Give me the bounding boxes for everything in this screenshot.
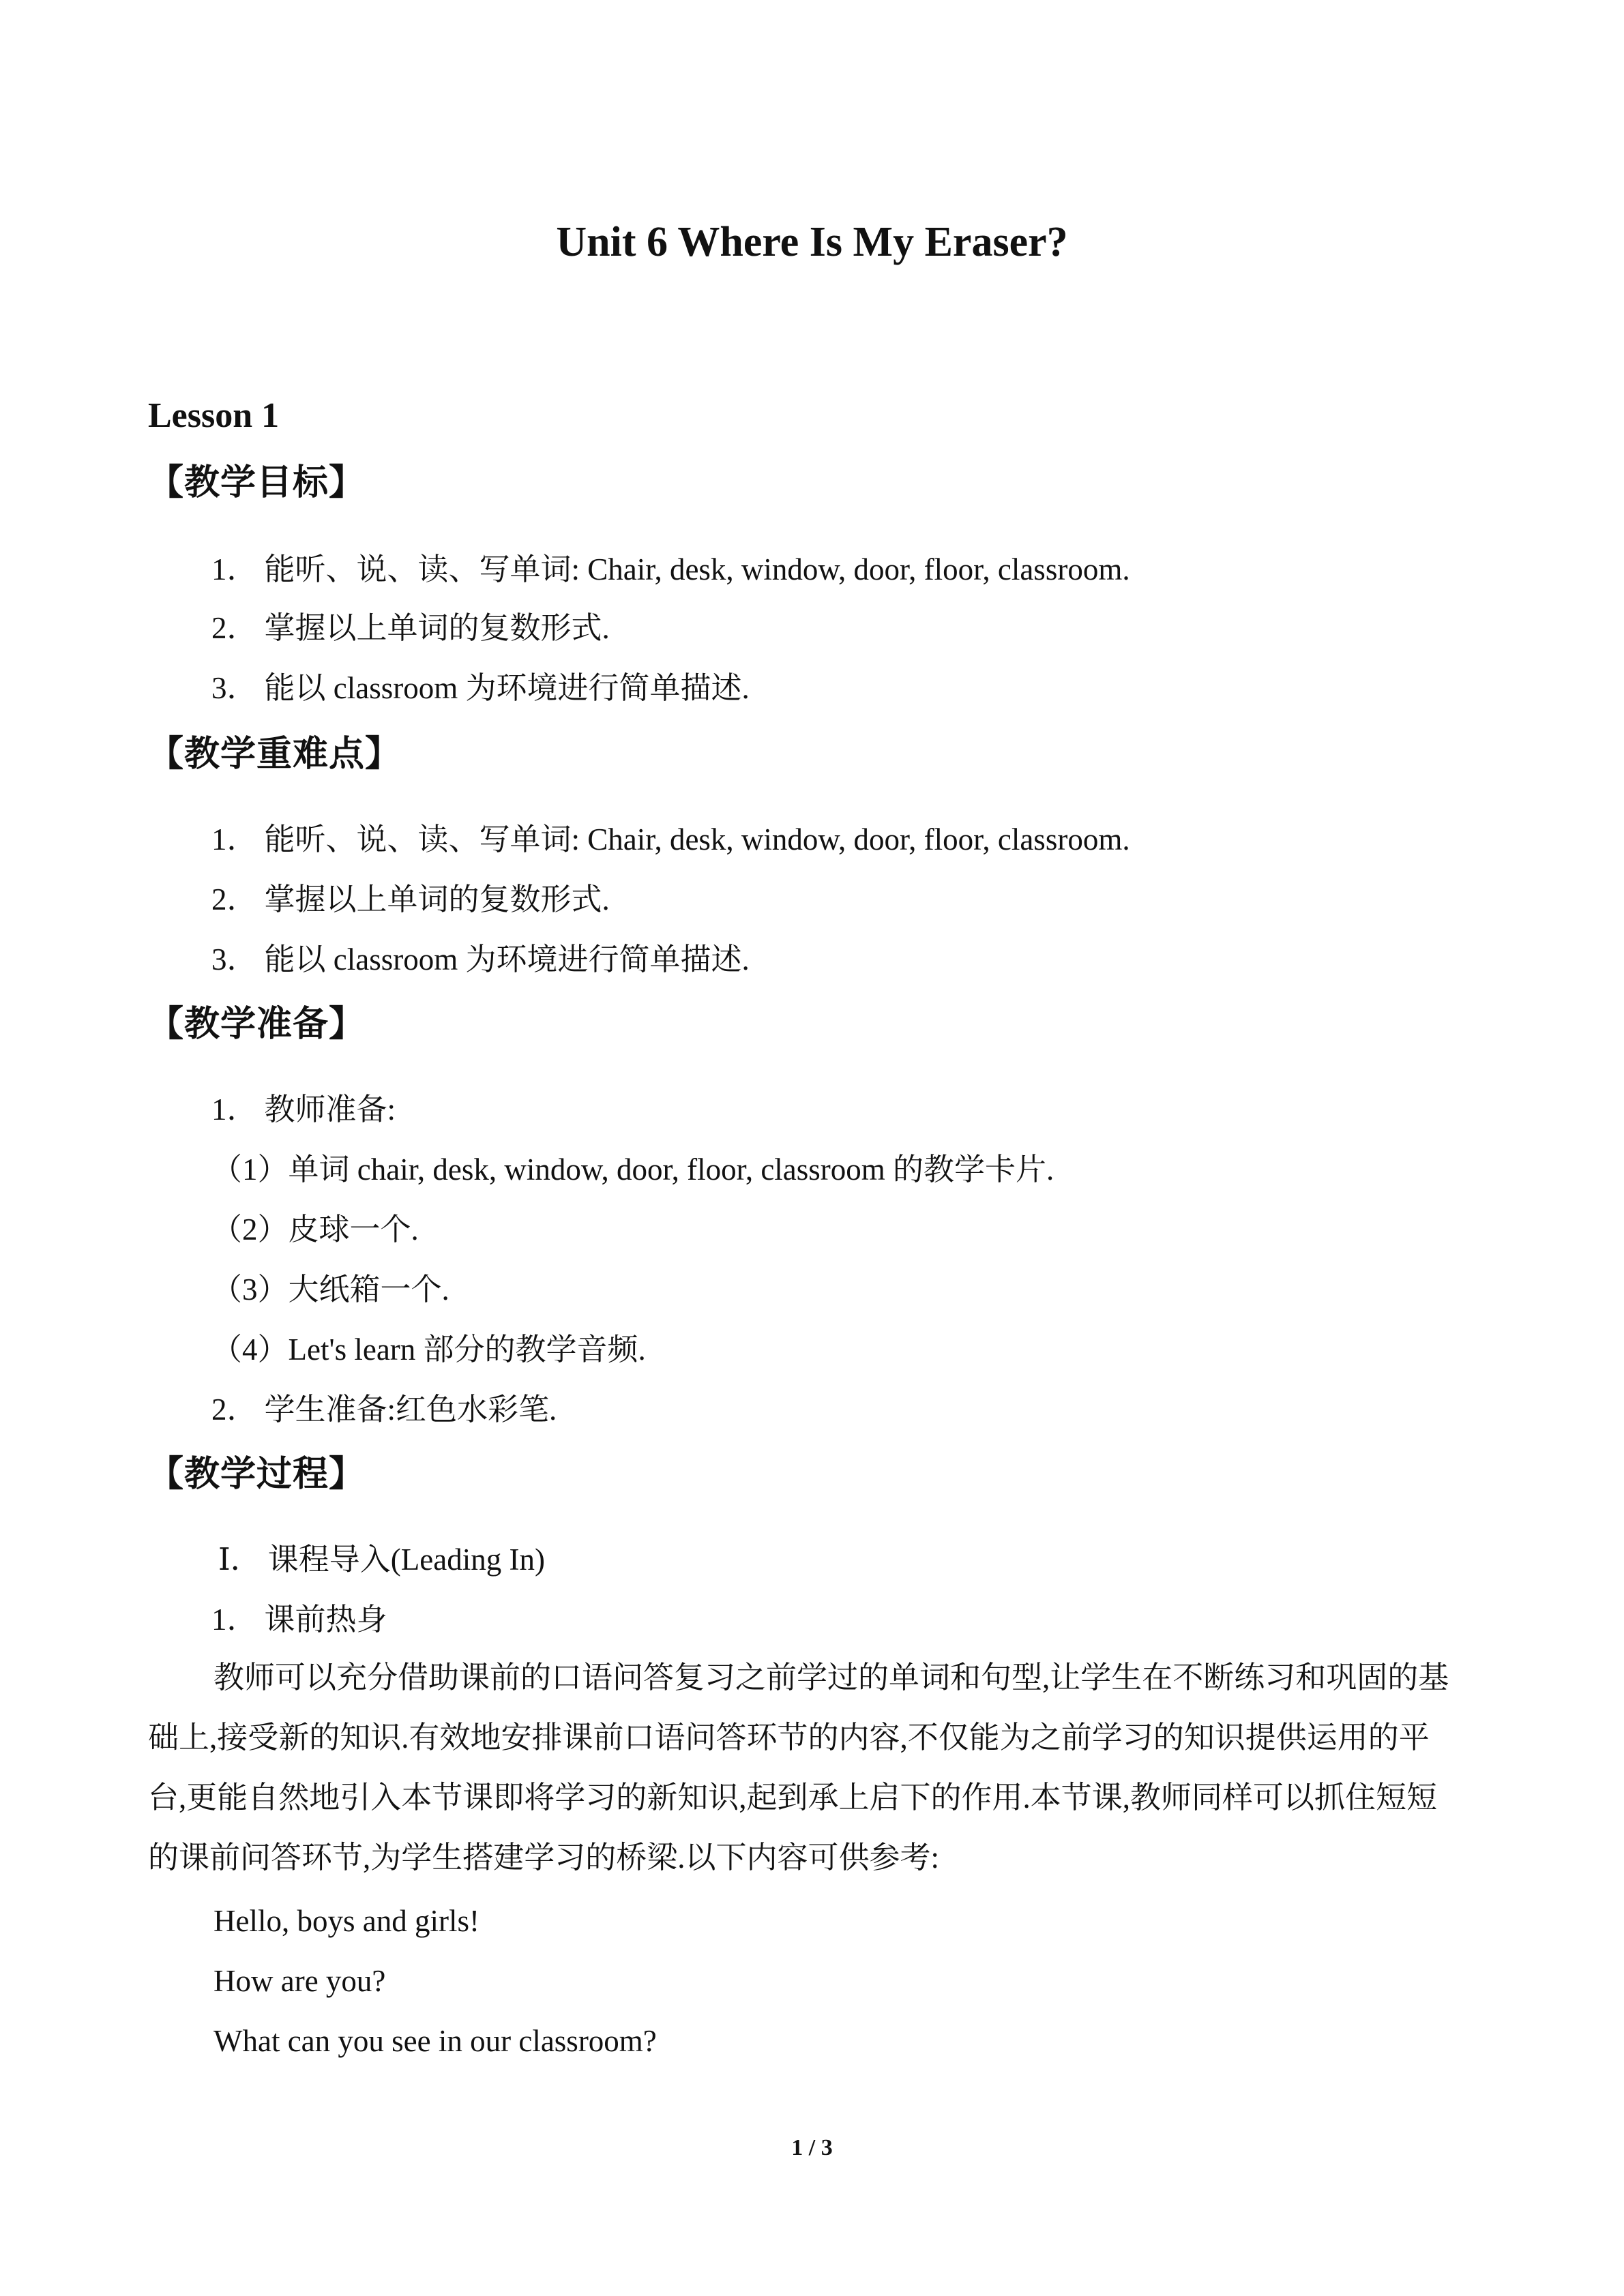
- section-heading-key-points: 【教学重难点】: [148, 734, 402, 775]
- item-number: 2．: [211, 1392, 258, 1427]
- sub-item-number: （4）: [211, 1332, 289, 1367]
- section-heading-objectives: 【教学目标】: [148, 462, 366, 503]
- item-number: 1．: [211, 552, 258, 586]
- item-number: 1．: [211, 822, 258, 856]
- lesson-label: Lesson 1: [148, 396, 280, 435]
- item-text: 课前热身: [264, 1602, 387, 1637]
- process-step-1: [218, 1536, 545, 1583]
- key-point-item-2: [211, 876, 610, 923]
- key-point-item-3: [211, 936, 750, 983]
- section-heading-process: 【教学过程】: [148, 1454, 366, 1495]
- item-text: 能以 classroom 为环境进行简单描述.: [264, 671, 750, 705]
- step-number: Ⅰ．: [218, 1542, 261, 1577]
- sub-item-text: 皮球一个.: [288, 1212, 419, 1247]
- page-number: 1 / 3: [791, 2135, 833, 2160]
- item-text: 教师准备:: [264, 1092, 396, 1127]
- section-heading-preparation: 【教学准备】: [148, 1004, 366, 1045]
- item-number: 1．: [211, 1602, 258, 1637]
- item-number: 1．: [211, 1092, 258, 1127]
- teacher-preparation: [211, 1086, 396, 1133]
- item-text: 能听、说、读、写单词: Chair, desk, window, door, floor, classroom.: [264, 822, 1130, 856]
- sub-item-text: Let's learn 部分的教学音频.: [288, 1332, 646, 1367]
- item-text: 能听、说、读、写单词: Chair, desk, window, door, floor, classroom.: [264, 552, 1130, 586]
- dialogue-line-2: How are you?: [213, 1964, 386, 1998]
- sub-item-number: （3）: [211, 1272, 289, 1307]
- item-text: 能以 classroom 为环境进行简单描述.: [264, 942, 750, 976]
- sub-item-number: （2）: [211, 1212, 289, 1247]
- step-text: 课程导入(Leading In): [267, 1542, 545, 1577]
- item-number: 3．: [211, 671, 258, 705]
- sub-item-text: 大纸箱一个.: [288, 1272, 449, 1307]
- preparation-sub-item-2: [211, 1206, 419, 1253]
- process-sub-step-1: [211, 1596, 387, 1643]
- item-number: 2．: [211, 611, 258, 645]
- dialogue-line-3: What can you see in our classroom?: [213, 2024, 657, 2058]
- key-point-item-1: [211, 816, 1130, 863]
- objective-item-2: [211, 604, 610, 652]
- warmup-paragraph: 教师可以充分借助课前的口语问答复习之前学过的单词和句型,让学生在不断练习和巩固的基础上,接受新的知识.有效地安排课前口语问答环节的内容,不仅能为之前学习的知识提供运用的平台,更能自然地引入本节课即将学习的新知识,起到承上启下的作用.本节课,教师同样可以抓住短短的课前问答环节,为学生搭建学习的桥梁.以下内容可供参考:: [148, 1660, 1449, 1875]
- dialogue-line-1: Hello, boys and girls!: [213, 1904, 479, 1938]
- item-number: 2．: [211, 882, 258, 916]
- item-number: 3．: [211, 942, 258, 976]
- item-text: 掌握以上单词的复数形式.: [264, 882, 610, 916]
- sub-item-text: 单词 chair, desk, window, door, floor, classroom 的教学卡片.: [288, 1152, 1054, 1187]
- preparation-sub-item-1: [211, 1146, 1054, 1193]
- document-title: Unit 6 Where Is My Eraser?: [556, 219, 1068, 265]
- student-preparation: [211, 1386, 557, 1433]
- item-text: 学生准备:红色水彩笔.: [264, 1392, 557, 1427]
- preparation-sub-item-3: [211, 1266, 449, 1313]
- preparation-sub-item-4: [211, 1326, 646, 1373]
- objective-item-3: [211, 664, 750, 712]
- item-text: 掌握以上单词的复数形式.: [264, 611, 610, 645]
- objective-item-1: [211, 546, 1130, 593]
- sub-item-number: （1）: [211, 1152, 289, 1187]
